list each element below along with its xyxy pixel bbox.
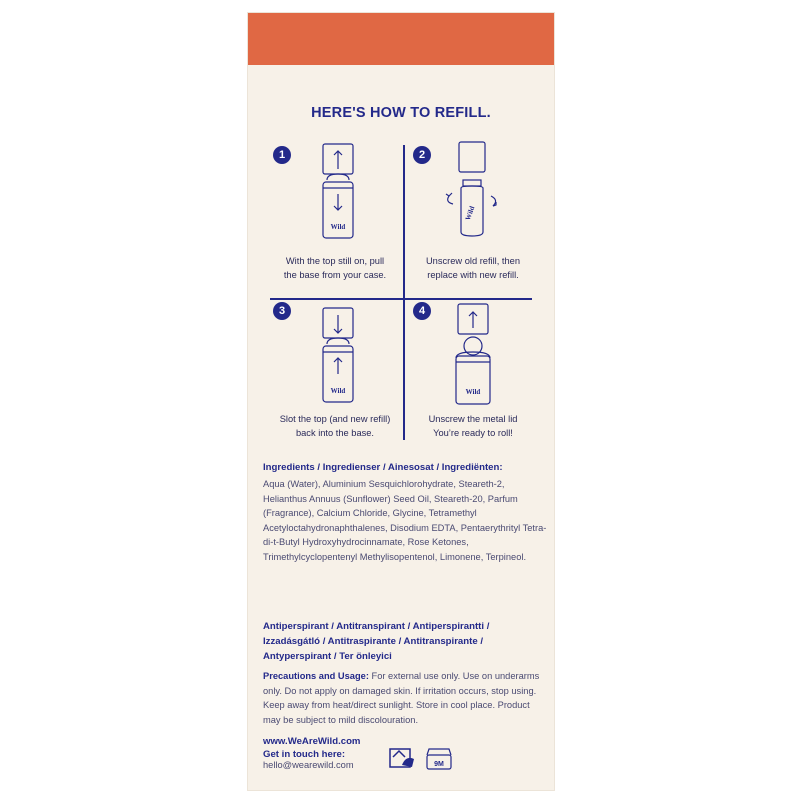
get-in-touch-label: Get in touch here: [263,749,346,760]
precautions-heading: Precautions and Usage: [263,671,369,681]
step-number: 1 [273,146,291,164]
pao-label: 9M [434,761,444,768]
unscrew-lid-illustration [448,302,498,408]
refill-heading: HERE'S HOW TO REFILL. [311,105,491,121]
ingredients-heading: Ingredients / Ingredienser / Ainesosat / Ingrediënten: [263,462,503,473]
precautions-block [263,669,548,727]
step-caption: Slot the top (and new refill) back into the base. [279,414,391,438]
step-caption: Unscrew old refill, then replace with new refill. [425,256,521,280]
orange-top-band [248,13,554,65]
email-address: hello@wearewild.com [263,760,354,770]
precautions-text: For external use only. Use on underarms only. Do not apply on damaged skin. If irritation occurs, stop using. Keep away from heat/direct sunlight. Store in cool place. Product may be subject to mild discolouration. [263,671,540,725]
ingredients-list: Aqua (Water), Aluminium Sesquichlorohydrate, Steareth-2, Helianthus Annuus (Sunflower) Seed Oil, Steareth-20, Parfum (Fragrance), Calcium Chloride, Glycine, Tetramethyl Acetyloctahydronaphthalenes, Disodium EDTA, Pentaerythrityl Tetra-di-t-Butyl Hydroxyhydrocinnamate, Rose Ketones, Trimethylcyclopentenyl Methylisopentenol, Limonene, Terpineol. [263,479,547,562]
slot-top-illustration [313,306,363,406]
brand-label: Wild [463,205,477,222]
step-caption: Unscrew the metal lid You’re ready to roll! [428,414,518,438]
step-number: 4 [413,302,431,320]
step-number: 2 [413,146,431,164]
contact-block [263,735,360,761]
packaging-panel [248,13,554,790]
unscrew-refill-illustration [443,140,503,244]
website-link: www.WeAreWild.com [263,736,361,747]
grid-divider-horizontal [270,298,532,300]
brand-label: Wild [330,387,346,395]
step-caption: With the top still on, pull the base from your case. [283,256,387,280]
period-after-opening-icon [424,745,454,773]
grid-divider-vertical [403,145,405,440]
step-number: 3 [273,302,291,320]
pull-base-illustration [313,142,363,242]
brand-label: Wild [330,223,346,231]
recycle-hand-icon [388,743,418,773]
antiperspirant-label: Antiperspirant / Antitranspirant / Antiperspirantti / Izzadásgátló / Antitraspirante / Antitranspirante / Antyperspirant / Ter önleyici [263,621,490,662]
brand-label: Wild [465,388,481,396]
